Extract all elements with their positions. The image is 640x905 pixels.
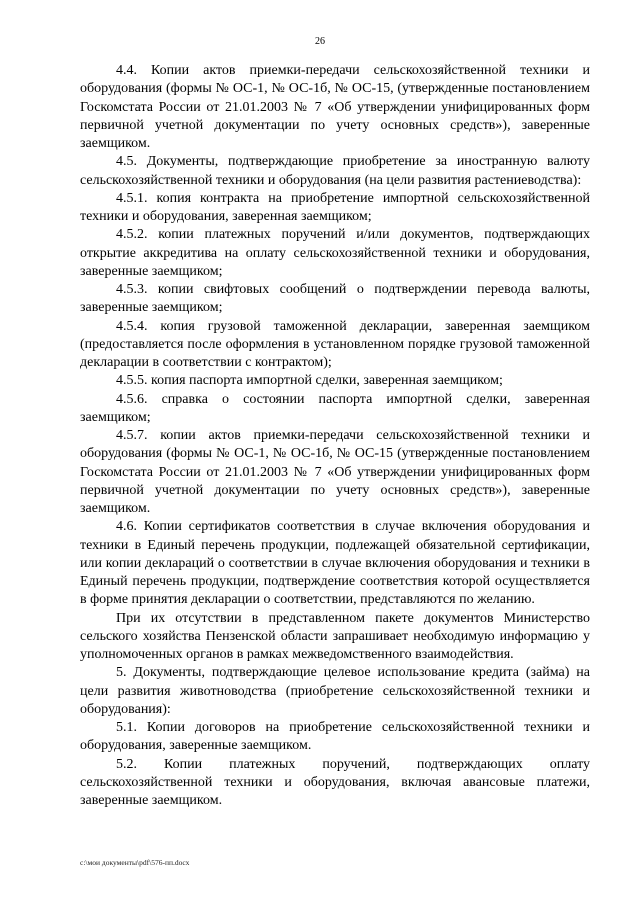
paragraph-4-4: 4.4. Копии актов приемки-передачи сельскохозяйственной техники и оборудования (формы № ОС-1, № ОС-1б, № ОС-15, (утвержденные постановлением Госкомстата России от 21.01.2003 № 7 «Об утверждении унифицированных форм первичной учетной документации по учету основных средств»), заверенные заемщиком. <box>80 63 590 151</box>
paragraph-4-5-2: 4.5.2. копии платежных поручений и/или документов, подтверждающих открытие аккредитива на оплату сельскохозяйственной техники и оборудования, заверенные заемщиком; <box>80 227 590 279</box>
page-number: 26 <box>315 36 325 47</box>
paragraph-5-2: 5.2. Копии платежных поручений, подтверждающих оплату сельскохозяйственной техники и оборудования, включая авансовые платежи, заверенные заемщиком. <box>80 756 590 808</box>
paragraph-4-5-3: 4.5.3. копии свифтовых сообщений о подтверждении перевода валюты, заверенные заемщиком; <box>80 282 590 316</box>
paragraph-4-6: 4.6. Копии сертификатов соответствия в случае включения оборудования и техники в Единый перечень продукции, подлежащей обязательной сертификации, или копии деклараций о соответствии в случае включения оборудования и техники в Единый перечень продукции, подтверждение соответствия которой осуществляется в форме принятия декларации о соответствии, представляются по желанию. <box>80 519 590 608</box>
paragraph-4-5-6: 4.5.6. справка о состоянии паспорта импортной сделки, заверенная заемщиком; <box>80 391 590 425</box>
paragraph-absence-note: При их отсутствии в представленном пакете документов Министерство сельского хозяйства Пензенской области запрашивает необходимую информацию у уполномоченных органов в рамках межведомственного взаимодействия. <box>80 610 590 662</box>
paragraph-4-5-1: 4.5.1. копия контракта на приобретение импортной сельскохозяйственной техники и оборудования, заверенная заемщиком; <box>80 190 590 224</box>
document-body <box>80 62 590 810</box>
paragraph-5-1: 5.1. Копии договоров на приобретение сельскохозяйственной техники и оборудования, заверенные заемщиком. <box>80 720 590 754</box>
paragraph-4-5-7: 4.5.7. копии актов приемки-передачи сельскохозяйственной техники и оборудования (формы № ОС-1, № ОС-1б, № ОС-15 (утвержденные постановлением Госкомстата России от 21.01.2003 № 7 «Об утверждении унифицированных форм первичной учетной документации по учету основных средств»), заверенные заемщиком. <box>80 428 590 516</box>
paragraph-5: 5. Документы, подтверждающие целевое использование кредита (займа) на цели развития животноводства (приобретение сельскохозяйственной техники и оборудования): <box>80 665 590 717</box>
paragraph-4-5-4: 4.5.4. копия грузовой таможенной декларации, заверенная заемщиком (предоставляется после оформления в установленном порядке грузовой таможенной декларации в соответствии с контрактом); <box>80 318 590 370</box>
footer-file-path: c:\мои документы\pdf\576-пп.docx <box>80 858 190 867</box>
paragraph-4-5: 4.5. Документы, подтверждающие приобретение за иностранную валюту сельскохозяйственной техники и оборудования (на цели развития растениеводства): <box>80 154 590 188</box>
paragraph-4-5-5: 4.5.5. копия паспорта импортной сделки, заверенная заемщиком; <box>116 373 503 389</box>
